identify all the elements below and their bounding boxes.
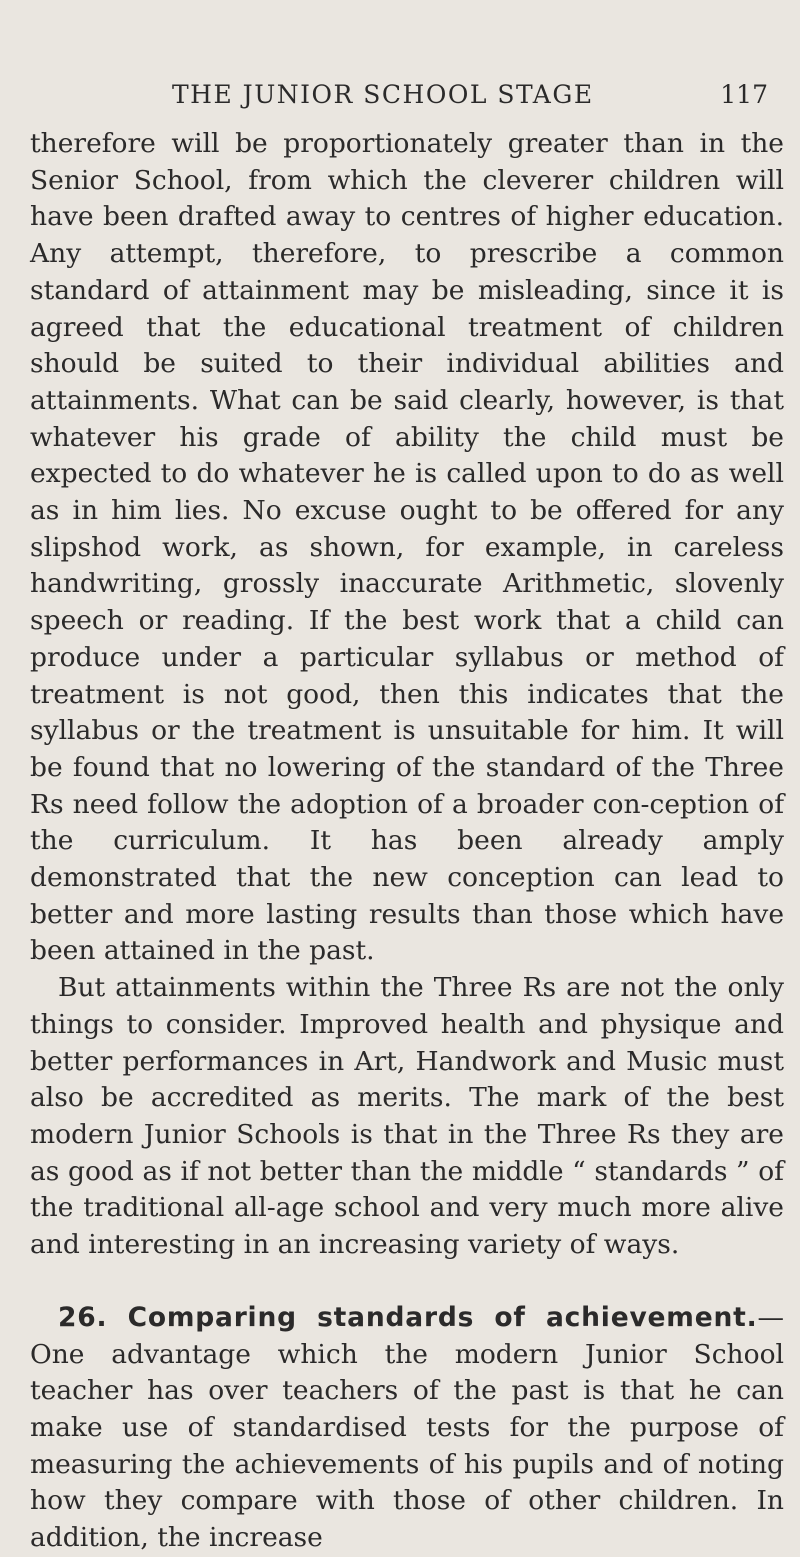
- page-number: 117: [720, 80, 768, 109]
- paragraph: therefore will be proportionately greater than in the Senior School, from which the cleverer children will have been drafted away to centres of higher education. Any attempt, therefore, to prescribe a common standard of attainment may be misleading, since it is agreed that the educational treatment of children should be suited to their individual abilities and attainments. What can be said clearly, however, is that whatever his grade of ability the child must be expected to do whatever he is called upon to do as well as in him lies. No excuse ought to be offered for any slipshod work, as shown, for example, in careless handwriting, grossly inaccurate Arithmetic, slovenly speech or reading. If the best work that a child can produce under a particular syllabus or method of treatment is not good, then this indicates that the syllabus or the treatment is unsuitable for him. It will be found that no lowering of the standard of the Three Rs need follow the adoption of a broader con-ception of the curriculum. It has been already amply demonstrated that the new conception can lead to better and more lasting results than those which have been attained in the past.: [30, 128, 784, 967]
- running-title: THE JUNIOR SCHOOL STAGE: [172, 80, 594, 109]
- body-text: [30, 126, 784, 1557]
- running-head: [30, 0, 784, 109]
- section-heading: 26. Comparing standards of achievement.: [58, 1301, 758, 1333]
- paragraph: But attainments within the Three Rs are not the only things to consider. Improved health and physique and better performances in Art, Handwork and Music must also be accredited as merits. The mark of the best modern Junior Schools is that in the Three Rs they are as good as if not better than the middle “ standards ” of the traditional all-age school and very much more alive and interesting in an increasing variety of ways.: [30, 972, 784, 1261]
- section-paragraph: [30, 1300, 784, 1557]
- section-text: —One advantage which the modern Junior School teacher has over teachers of the past is that he can make use of standardised tests for the purpose of measuring the achievements of his pupils and of noting how they compare with those of other children. In addition, the increase: [30, 1301, 784, 1554]
